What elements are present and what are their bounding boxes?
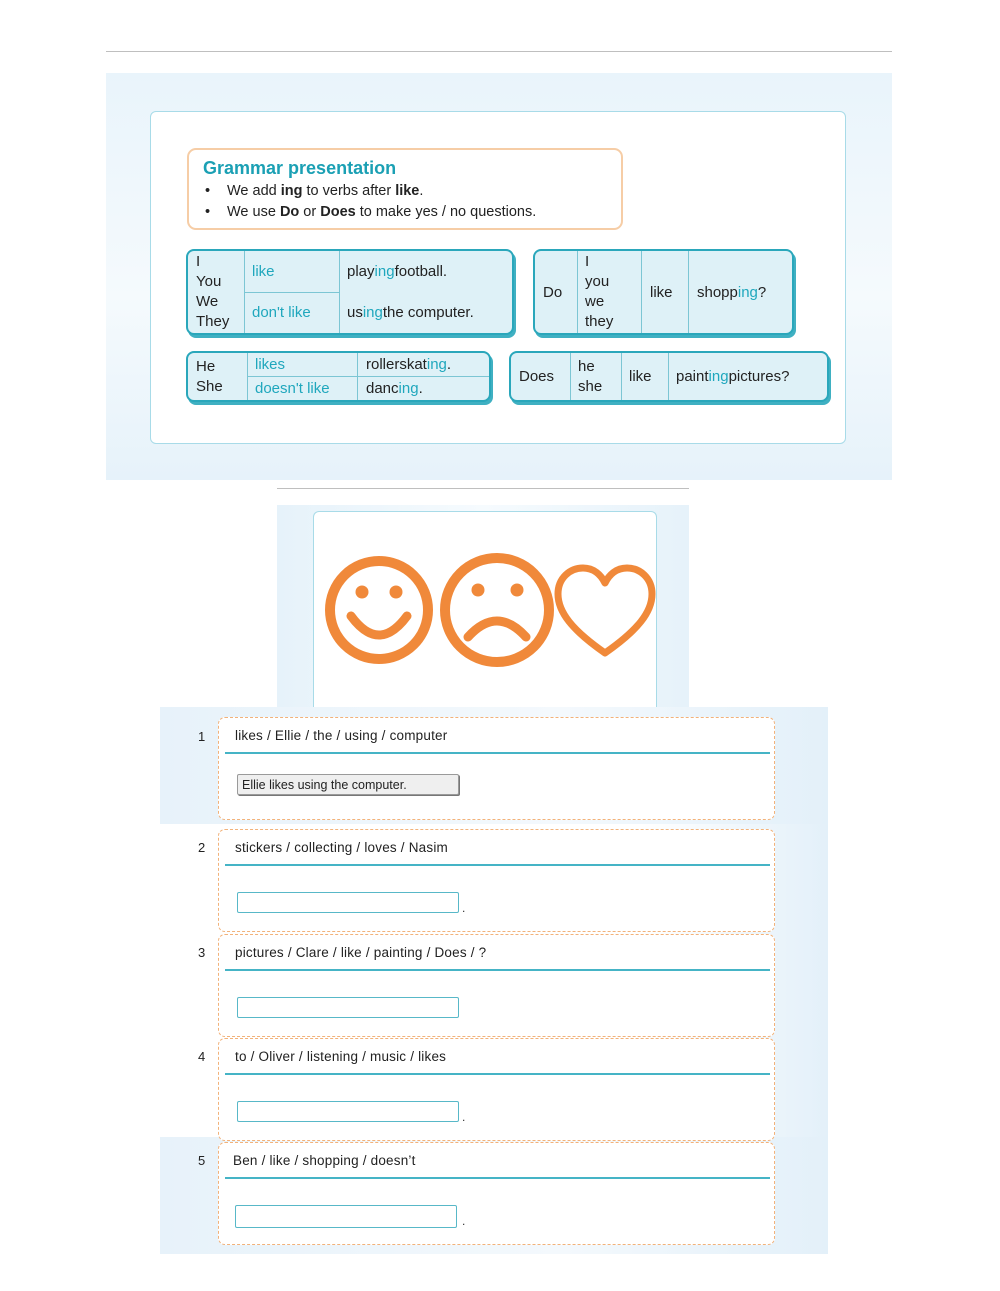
word-prompt: pictures / Clare / like / painting / Does / ? xyxy=(235,945,487,960)
answer-input[interactable] xyxy=(237,1101,459,1122)
subject-word: They xyxy=(196,313,230,330)
example-cell: paint ing pictures? xyxy=(676,368,790,385)
answer-input[interactable] xyxy=(235,1205,457,1228)
grammar-card xyxy=(150,111,846,444)
rule-keyword: ing xyxy=(280,183,303,199)
rule-text: to verbs after xyxy=(302,183,396,199)
verb-cell: doesn't like xyxy=(255,379,330,397)
verb-cell: don't like xyxy=(252,304,311,321)
word-prompt: Ben / like / shopping / doesn’t xyxy=(233,1153,416,1168)
example-cell: us ing the computer. xyxy=(347,304,474,321)
grammar-table-question-does xyxy=(509,351,829,402)
rule-text: or xyxy=(299,204,321,220)
subject-cell xyxy=(196,251,246,333)
subject-cell xyxy=(196,353,246,400)
heart-icon xyxy=(558,568,652,653)
grammar-title: Grammar presentation xyxy=(203,158,397,178)
verb-cell: like xyxy=(650,283,673,301)
rule-keyword: like xyxy=(395,183,420,199)
subject-cell xyxy=(585,251,641,333)
answer-input[interactable] xyxy=(237,892,459,913)
grammar-rules xyxy=(203,181,536,223)
rule-text: . xyxy=(419,183,424,199)
rule-text: to make yes / no questions. xyxy=(355,204,537,220)
exercise-item xyxy=(218,1038,775,1141)
subject-word: we xyxy=(585,293,605,310)
icons-panel xyxy=(277,505,689,707)
item-number: 1 xyxy=(198,729,206,744)
word-prompt: to / Oliver / listening / music / likes xyxy=(235,1049,447,1064)
exercise-item xyxy=(218,1142,775,1245)
example-cell: play ing football. xyxy=(347,263,448,280)
item-number: 2 xyxy=(198,840,206,855)
word-prompt: likes / Ellie / the / using / computer xyxy=(235,728,448,743)
rule-keyword: Does xyxy=(320,204,356,220)
sentence-end: . xyxy=(462,1214,466,1228)
grammar-rule xyxy=(203,181,536,202)
icons-svg xyxy=(314,512,656,708)
sentence-end: . xyxy=(462,1110,466,1124)
item-number: 5 xyxy=(198,1153,206,1168)
exercise-panel xyxy=(160,707,828,1254)
rule-keyword: Do xyxy=(279,204,300,220)
rule-text: We add xyxy=(227,183,281,199)
exercise-item xyxy=(218,717,775,820)
grammar-presentation-box xyxy=(187,148,623,230)
sad-face-icon xyxy=(445,558,549,662)
subject-cell xyxy=(578,353,622,400)
grammar-table-question-do xyxy=(533,249,794,335)
item-number: 4 xyxy=(198,1049,206,1064)
example-cell: danc ing . xyxy=(366,379,423,397)
rule-text: We use xyxy=(227,204,280,220)
answer-input[interactable] xyxy=(237,774,459,795)
top-divider xyxy=(106,51,892,52)
grammar-rule xyxy=(203,202,536,223)
word-prompt: stickers / collecting / loves / Nasim xyxy=(235,840,448,855)
subject-word: I xyxy=(585,253,590,270)
answer-input[interactable] xyxy=(237,997,459,1018)
middle-divider xyxy=(277,488,689,489)
subject-word: She xyxy=(196,377,223,395)
sentence-end: . xyxy=(462,901,466,915)
example-cell: shopp ing ? xyxy=(697,283,767,301)
subject-word: You xyxy=(196,273,222,290)
aux-cell: Does xyxy=(519,368,555,385)
grammar-table-singular xyxy=(186,351,491,402)
example-cell: rollerskat ing . xyxy=(366,356,452,373)
subject-word: they xyxy=(585,313,614,330)
exercise-item xyxy=(218,934,775,1037)
subject-word: I xyxy=(196,253,201,270)
subject-word: she xyxy=(578,377,603,395)
verb-cell: like xyxy=(252,263,275,280)
exercise-item xyxy=(218,829,775,932)
verb-cell: likes xyxy=(255,356,286,373)
grammar-table-plural xyxy=(186,249,514,335)
subject-word: he xyxy=(578,357,595,375)
subject-word: you xyxy=(585,273,610,290)
grammar-panel xyxy=(106,73,892,480)
subject-word: We xyxy=(196,293,219,310)
subject-word: He xyxy=(196,357,216,375)
happy-face-icon xyxy=(330,561,428,659)
icons-card xyxy=(313,511,657,708)
verb-cell: like xyxy=(629,368,652,385)
item-number: 3 xyxy=(198,945,206,960)
aux-cell: Do xyxy=(543,283,563,301)
